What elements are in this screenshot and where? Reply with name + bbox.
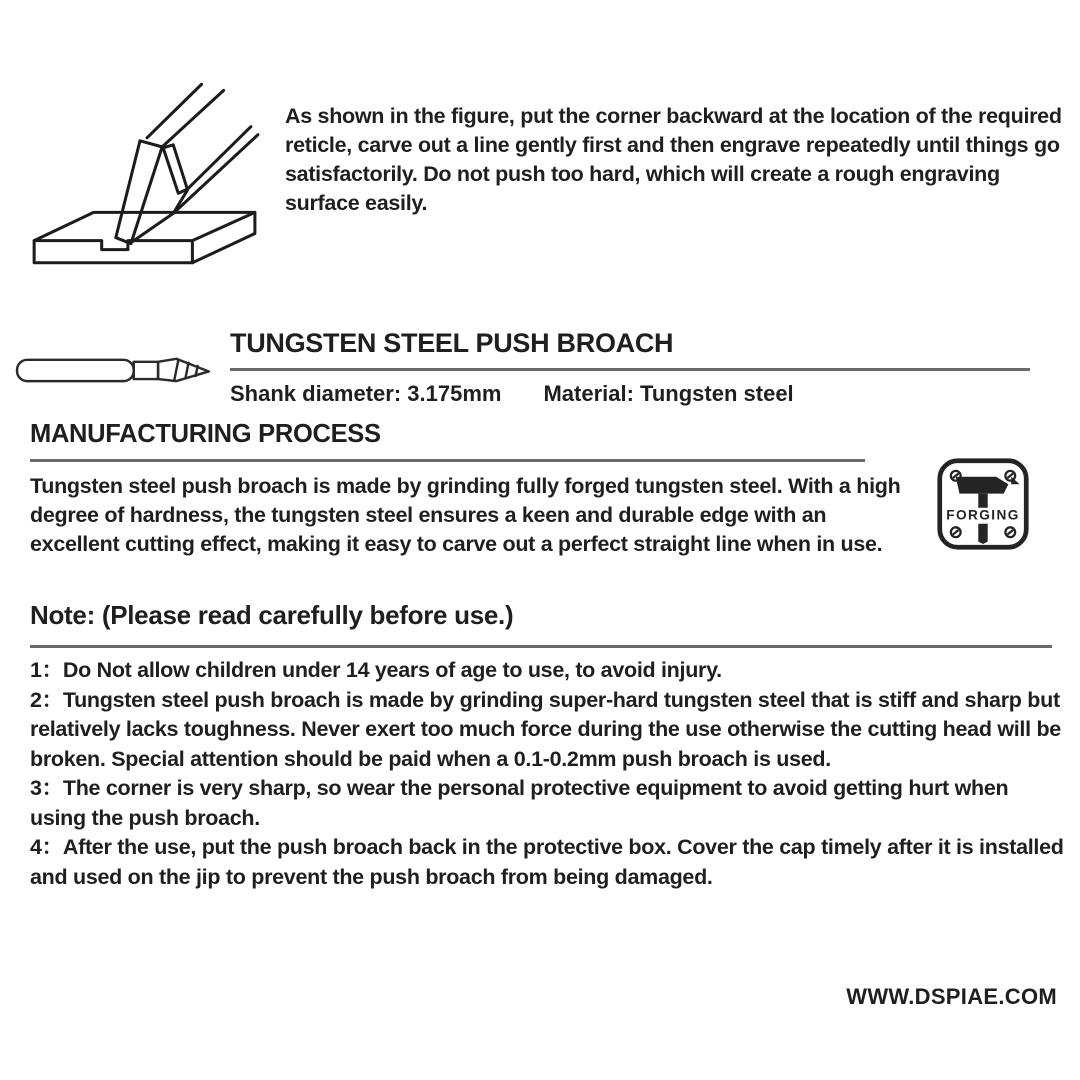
product-specs (230, 381, 794, 407)
carving-diagram-icon (16, 64, 268, 266)
spec-shank-diameter: Shank diameter: 3.175mm (230, 381, 502, 406)
manufacturing-paragraph: Tungsten steel push broach is made by grinding fully forged tungsten steel. With a high degree of hardness, the tungsten steel ensures a keen and durable edge with an excellent cutting effect, making it easy to carve out a perfect straight line when in use. (30, 474, 901, 556)
push-broach-drawing (14, 350, 222, 398)
note-item-3: 3：The corner is very sharp, so wear the personal protective equipment to avoid getting hurt when using the push broach. (30, 776, 1009, 830)
note-item-2: 2：Tungsten steel push broach is made by grinding super-hard tungsten steel that is stiff and sharp but relatively lacks toughness. Never exert too much force during the use otherwise the cutting head will be broken. Special attention should be paid when a 0.1-0.2mm push broach is used. (30, 687, 1061, 771)
note-item-1: 1：Do Not allow children under 14 years of age to use, to avoid injury. (30, 658, 722, 682)
note-divider (30, 645, 1052, 648)
push-broach-icon (14, 350, 222, 398)
manufacturing-divider (30, 459, 865, 462)
website-url: WWW.DSPIAE.COM (846, 984, 1057, 1009)
forging-badge (936, 455, 1030, 553)
forging-hammer-icon (936, 455, 1030, 553)
spec-material: Material: Tungsten steel (543, 381, 794, 406)
note-item-4: 4：After the use, put the push broach back in the protective box. Cover the cap timely after it is installed and used on the jip to prevent the push broach from being damaged. (30, 835, 1064, 889)
note-list (30, 656, 1064, 892)
product-title-divider (230, 368, 1030, 371)
note-heading: Note: (Please read carefully before use.) (30, 600, 514, 630)
product-title: TUNGSTEN STEEL PUSH BROACH (230, 328, 674, 358)
carving-diagram-illustration (16, 64, 268, 266)
intro-paragraph: As shown in the figure, put the corner backward at the location of the required reticle, carve out a line gently first and then engrave repeatedly until things go satisfactorily. Do not push too hard, which will create a rough engraving surface easily. (285, 104, 1062, 215)
forging-badge-label: FORGING (946, 507, 1020, 523)
manufacturing-heading: MANUFACTURING PROCESS (30, 420, 381, 448)
